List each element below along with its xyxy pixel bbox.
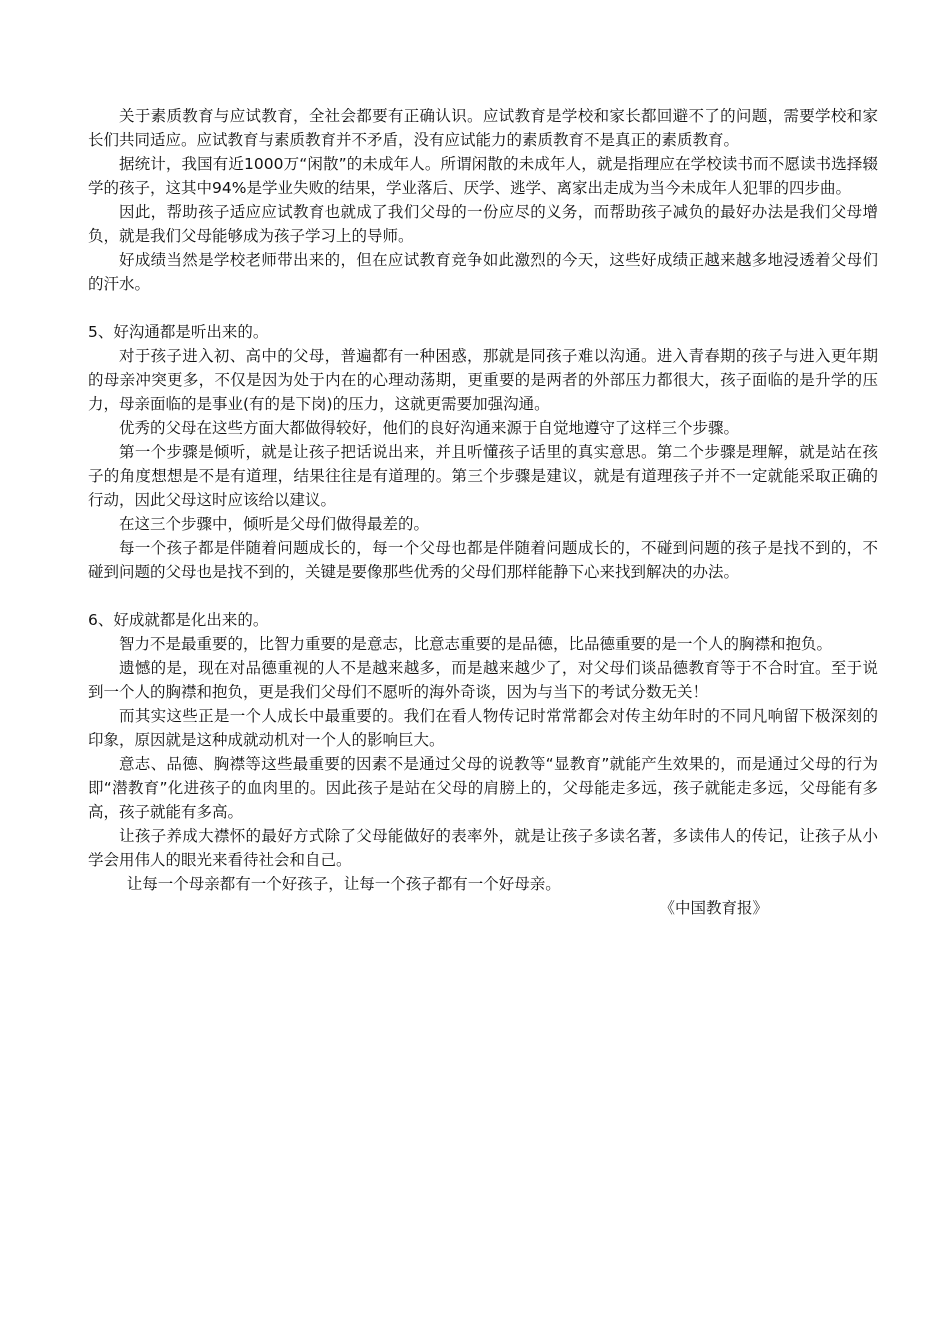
section-5-heading: 5、好沟通都是听出来的。 bbox=[88, 323, 269, 341]
section-5-paragraph-5: 每一个孩子都是伴随着问题成长的，每一个父母也都是伴随着问题成长的，不碰到问题的孩子是找不到的，不碰到问题的父母也是找不到的，关键是要像那些优秀的父母们那样能静下心来找到解决的办法。 bbox=[88, 539, 878, 581]
intro-paragraph-1: 关于素质教育与应试教育，全社会都要有正确认识。应试教育是学校和家长都回避不了的问题，需要学校和家长们共同适应。应试教育与素质教育并不矛盾，没有应试能力的素质教育不是真正的素质教育。 bbox=[88, 107, 878, 149]
section-5-paragraph-1: 对于孩子进入初、高中的父母，普遍都有一种困惑，那就是同孩子难以沟通。进入青春期的孩子与进入更年期的母亲冲突更多，不仅是因为处于内在的心理动荡期，更重要的是两者的外部压力都很大，孩子面临的是升学的压力，母亲面临的是事业(有的是下岗)的压力，这就更需要加强沟通。 bbox=[88, 347, 878, 413]
document-page bbox=[88, 104, 878, 920]
section-5-paragraph-2: 优秀的父母在这些方面大都做得较好，他们的良好沟通来源于自觉地遵守了这样三个步骤。 bbox=[119, 419, 740, 437]
section-6-paragraph-4: 意志、品德、胸襟等这些最重要的因素不是通过父母的说教等“显教育”就能产生效果的，而是通过父母的行为即“潜教育”化进孩子的血肉里的。因此孩子是站在父母的肩膀上的，父母能走多远，孩子就能走多远，父母能有多高，孩子就能有多高。 bbox=[88, 755, 878, 821]
section-6-paragraph-3: 而其实这些正是一个人成长中最重要的。我们在看人物传记时常常都会对传主幼年时的不同凡响留下极深刻的印象，原因就是这种成就动机对一个人的影响巨大。 bbox=[88, 707, 878, 749]
section-5-paragraph-3: 第一个步骤是倾听，就是让孩子把话说出来，并且听懂孩子话里的真实意思。第二个步骤是理解，就是站在孩子的角度想想是不是有道理，结果往往是有道理的。第三个步骤是建议，就是有道理孩子并不一定就能采取正确的行动，因此父母这时应该给以建议。 bbox=[88, 443, 878, 509]
section-5-paragraph-4: 在这三个步骤中，倾听是父母们做得最差的。 bbox=[119, 515, 430, 533]
source-citation: 《中国教育报》 bbox=[659, 899, 768, 917]
section-6-heading: 6、好成就都是化出来的。 bbox=[88, 611, 269, 629]
section-6-paragraph-2: 遗憾的是，现在对品德重视的人不是越来越多，而是越来越少了，对父母们谈品德教育等于不合时宜。至于说到一个人的胸襟和抱负，更是我们父母们不愿听的海外奇谈，因为与当下的考试分数无关！ bbox=[88, 659, 878, 701]
section-6-paragraph-1: 智力不是最重要的，比智力重要的是意志，比意志重要的是品德，比品德重要的是一个人的胸襟和抱负。 bbox=[119, 635, 833, 653]
intro-paragraph-3: 因此，帮助孩子适应应试教育也就成了我们父母的一份应尽的义务，而帮助孩子减负的最好办法是我们父母增负，就是我们父母能够成为孩子学习上的导师。 bbox=[88, 203, 878, 245]
closing-line: 让每一个母亲都有一个好孩子，让每一个孩子都有一个好母亲。 bbox=[126, 875, 561, 893]
section-6-paragraph-5: 让孩子养成大襟怀的最好方式除了父母能做好的表率外，就是让孩子多读名著，多读伟人的传记，让孩子从小学会用伟人的眼光来看待社会和自己。 bbox=[88, 827, 878, 869]
intro-paragraph-2: 据统计，我国有近1000万“闲散”的未成年人。所谓闲散的未成年人，就是指理应在学校读书而不愿读书选择辍学的孩子，这其中94%是学业失败的结果，学业落后、厌学、逃学、离家出走成为当今未成年人犯罪的四步曲。 bbox=[88, 155, 878, 197]
intro-paragraph-4: 好成绩当然是学校老师带出来的，但在应试教育竞争如此激烈的今天，这些好成绩正越来越多地浸透着父母们的汗水。 bbox=[88, 251, 878, 293]
